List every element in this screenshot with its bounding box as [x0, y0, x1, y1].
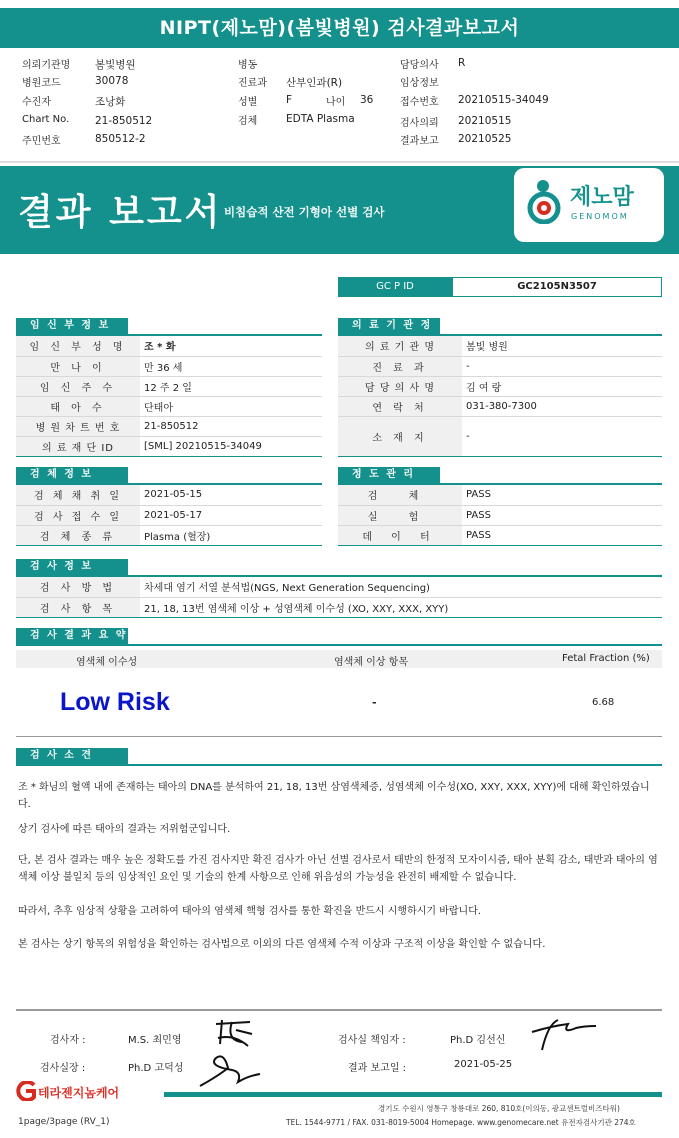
row-value: 12 주 2 일	[140, 376, 322, 396]
tester-name: M.S. 최민영	[128, 1035, 182, 1046]
row-value: 김 여 랑	[462, 376, 662, 396]
table-row	[16, 525, 322, 545]
info-value: 봄빛병원	[95, 59, 136, 71]
info-value: 산부인과(R)	[286, 77, 343, 89]
info-value: F	[286, 94, 293, 106]
director-label: 검사실장 :	[40, 1063, 86, 1074]
table-row	[338, 416, 662, 456]
info-label: 담당의사	[400, 60, 439, 71]
genomom-logo-icon	[526, 178, 566, 224]
info-label: 결과보고	[400, 136, 439, 147]
result-item: -	[372, 696, 377, 709]
table-row	[16, 356, 322, 376]
finding-paragraph: 조 * 화님의 혈액 내에 존재하는 태아의 DNA를 분석하여 21, 18, 13번 삼염색체증, 성염색체 이수성(XO, XXY, XXX, XYY)에 대해 확인하였습니다.	[18, 782, 650, 810]
table-row	[16, 416, 322, 436]
info-label: 성별	[238, 97, 258, 108]
page-number: 1page/3page (RV_1)	[18, 1117, 110, 1127]
row-value: 2021-05-15	[140, 485, 322, 505]
row-value: 봄빛 병원	[462, 336, 662, 356]
tester-label: 검사자 :	[50, 1035, 86, 1046]
banner-title: 결과 보고서	[18, 192, 223, 233]
finding-paragraph: 본 검사는 상기 항목의 위험성을 확인하는 검사법으로 이외의 다른 염색체 수적 이상과 구조적 이상을 확인할 수 없습니다.	[18, 939, 546, 950]
info-label: 나이	[326, 97, 346, 108]
section-line	[16, 644, 662, 646]
row-value: PASS	[462, 525, 662, 545]
info-value: 20210515-34049	[458, 94, 549, 106]
specimen-info-table	[16, 485, 322, 546]
info-label: 검체	[238, 116, 258, 127]
row-label: 검 체 채 취 일	[16, 485, 140, 505]
table-row	[16, 336, 322, 356]
row-label: 임 신 주 수	[16, 376, 140, 396]
row-value: 만 36 세	[140, 356, 322, 376]
section-header-test: 검 사 정 보	[16, 559, 128, 575]
table-row	[338, 396, 662, 416]
row-label: 진 료 과	[338, 356, 462, 376]
info-value: 21-850512	[95, 115, 153, 127]
section-header-institution: 의 료 기 관 정	[338, 318, 440, 334]
row-value: 031-380-7300	[462, 396, 662, 416]
table-row	[338, 485, 662, 505]
row-label: 의 료 기 관 명	[338, 336, 462, 356]
row-label: 검 사 항 목	[16, 597, 140, 617]
row-label: 검 체	[338, 485, 462, 505]
table-row	[338, 336, 662, 356]
column-header: 염색체 이수성	[76, 657, 138, 668]
table-row	[16, 577, 662, 597]
report-title: NIPT(제노맘)(봄빛병원) 검사결과보고서	[0, 8, 679, 48]
row-value: 조 * 화	[140, 336, 322, 356]
info-label: 진료과	[238, 78, 267, 89]
info-value: EDTA Plasma	[286, 113, 355, 125]
row-label: 검 사 방 법	[16, 577, 140, 597]
row-value: 단태아	[140, 396, 322, 416]
divider	[0, 161, 679, 163]
tester-signature-icon	[212, 1016, 256, 1050]
footer-address: 경기도 수원시 영통구 창룡대로 260, 810호(이의동, 광교센트럴비즈타워)	[378, 1104, 620, 1113]
info-label: 임상정보	[400, 78, 439, 89]
info-value: R	[458, 57, 466, 69]
row-value: PASS	[462, 485, 662, 505]
info-value: 20210525	[458, 133, 512, 145]
row-value: -	[462, 416, 662, 456]
company-name: 테라젠지놈케어	[38, 1086, 120, 1100]
table-row	[16, 485, 322, 505]
banner-subtitle: 비침습적 산전 기형아 선별 검사	[224, 205, 385, 219]
lab-head-label: 검사실 책임자 :	[338, 1035, 406, 1046]
section-header-pregnant: 임 신 부 정 보	[16, 318, 128, 334]
row-value: 21, 18, 13번 염색체 이상 + 성염색체 이수성 (XO, XXY, XXX, XYY)	[140, 597, 662, 617]
row-label: 담 당 의 사 명	[338, 376, 462, 396]
info-label: 검사의뢰	[400, 118, 439, 129]
table-row	[16, 396, 322, 416]
row-value: 차세대 염기 서열 분석법(NGS, Next Generation Sequencing)	[140, 577, 662, 597]
row-label: 의 료 재 단 ID	[16, 436, 140, 456]
test-info-table	[16, 577, 662, 618]
row-value: -	[462, 356, 662, 376]
divider	[16, 736, 662, 737]
table-row	[338, 376, 662, 396]
info-value: 조낭화	[95, 96, 126, 108]
info-value: 850512-2	[95, 133, 146, 145]
director-signature-icon	[198, 1048, 262, 1088]
table-row	[338, 356, 662, 376]
table-row	[338, 505, 662, 525]
row-value: PASS	[462, 505, 662, 525]
pregnant-info-table	[16, 336, 322, 457]
finding-paragraph: 상기 검사에 따른 태아의 결과는 저위험군입니다.	[18, 824, 231, 835]
section-header-qc: 정 도 관 리	[338, 467, 440, 483]
info-label: 접수번호	[400, 97, 439, 108]
info-value: 30078	[95, 75, 129, 87]
row-label: 검 체 종 류	[16, 525, 140, 545]
table-row	[16, 376, 322, 396]
section-header-summary: 검 사 결 과 요 약	[16, 628, 128, 644]
table-row	[338, 525, 662, 545]
column-header: Fetal Fraction (%)	[562, 653, 650, 664]
row-label: 데 이 터	[338, 525, 462, 545]
row-label: 실 험	[338, 505, 462, 525]
table-row	[16, 436, 322, 456]
finding-paragraph: 따라서, 추후 임상적 상황을 고려하여 태아의 염색체 핵형 검사를 통한 확진을 반드시 시행하시기 바랍니다.	[18, 906, 482, 917]
section-header-specimen: 검 체 정 보	[16, 467, 128, 483]
info-label: 수진자	[22, 97, 51, 108]
section-header-findings: 검 사 소 견	[16, 748, 128, 764]
summary-header-row	[16, 650, 662, 668]
info-label: 주민번호	[22, 136, 61, 147]
table-row	[16, 597, 662, 617]
info-value: 20210515	[458, 115, 512, 127]
footer-contact: TEL. 1544-9771 / FAX. 031-8019-5004 Homepage. www.genomecare.net 유전자검사기관 274호	[286, 1118, 636, 1127]
row-label: 태 아 수	[16, 396, 140, 416]
info-label: 의뢰기관명	[22, 60, 71, 71]
qc-table	[338, 485, 662, 546]
finding-paragraph: 단, 본 검사 결과는 매우 높은 정확도를 가진 검사지만 확진 검사가 아닌 선별 검사로서 태반의 한정적 모자이시즘, 태아 분획 감소, 태반과 태아의 염색체 이상 불일치 등의 임상적인 요인 및 기술의 한계 사항으로 인해 위음성의 가능성을 완전히 배제할 수 없습니다.	[18, 855, 658, 883]
theragen-logo-icon	[14, 1081, 38, 1101]
director-name: Ph.D 고덕성	[128, 1063, 184, 1074]
section-line	[16, 764, 662, 766]
row-value: Plasma (혈장)	[140, 525, 322, 545]
lab-head-signature-icon	[528, 1014, 598, 1052]
row-label: 연 락 처	[338, 396, 462, 416]
row-label: 병 원 차 트 번 호	[16, 416, 140, 436]
lab-head-name: Ph.D 김선신	[450, 1035, 506, 1046]
column-header: 염색체 이상 항목	[334, 657, 408, 668]
gcp-id-label: GC P ID	[338, 277, 452, 297]
logo-subtitle: GENOMOM	[571, 212, 629, 221]
row-value: 21-850512	[140, 416, 322, 436]
info-label: Chart No.	[22, 114, 70, 125]
row-label: 임 신 부 성 명	[16, 336, 140, 356]
result-risk: Low Risk	[60, 688, 170, 716]
row-value: 2021-05-17	[140, 505, 322, 525]
result-fraction: 6.68	[592, 697, 615, 708]
info-value: 36	[360, 94, 374, 106]
info-label: 병동	[238, 60, 258, 71]
divider	[16, 1009, 662, 1011]
row-label: 소 재 지	[338, 416, 462, 456]
report-date-label: 결과 보고일 :	[348, 1063, 407, 1074]
row-label: 검 사 접 수 일	[16, 505, 140, 525]
institution-info-table	[338, 336, 662, 457]
logo-name: 제노맘	[570, 185, 634, 210]
table-row	[16, 505, 322, 525]
row-label: 만 나 이	[16, 356, 140, 376]
gcp-id-value: GC2105N3507	[452, 277, 662, 297]
row-value: [SML] 20210515-34049	[140, 436, 322, 456]
footer-bar	[164, 1092, 662, 1097]
report-date: 2021-05-25	[454, 1059, 513, 1070]
info-label: 병원코드	[22, 78, 61, 89]
